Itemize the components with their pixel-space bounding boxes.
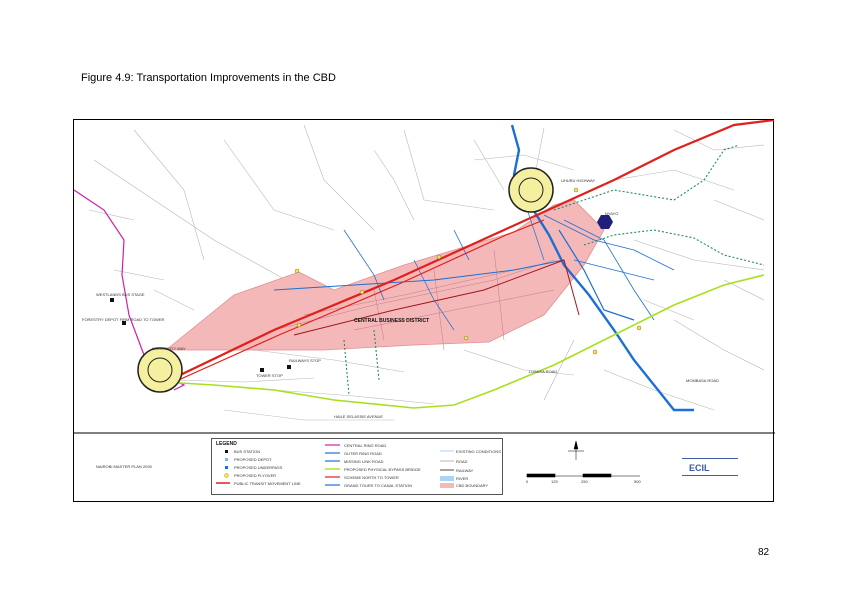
svg-text:WESTLANDS BUS STAGE: WESTLANDS BUS STAGE [96,292,145,297]
cbd-label: CENTRAL BUSINESS DISTRICT [354,318,430,324]
depot-legend-icon [225,458,228,461]
svg-text:HAILE SELASSIE AVENUE: HAILE SELASSIE AVENUE [334,414,384,419]
svg-text:LUSAKA ROAD: LUSAKA ROAD [529,369,558,374]
svg-text:PROPOSED UNDERPASS: PROPOSED UNDERPASS [234,465,283,470]
svg-text:SCHEME NORTH TO TOWER: SCHEME NORTH TO TOWER [344,475,399,480]
svg-text:OUTER RING ROAD: OUTER RING ROAD [344,451,382,456]
company-logo [682,458,738,476]
svg-text:RAILWAY: RAILWAY [456,468,474,473]
legend [211,438,503,495]
page-number: 82 [758,547,770,558]
svg-text:TOWER STOP: TOWER STOP [256,373,283,378]
svg-text:NYAYO: NYAYO [605,211,619,216]
legend-heading: LEGEND [216,441,237,447]
svg-text:BUS STATION: BUS STATION [234,449,261,454]
svg-text:UHURU HIGHWAY: UHURU HIGHWAY [561,178,596,183]
bus-station-legend-icon [225,450,228,453]
north-arrow-icon [568,441,584,460]
underpass-legend-icon [225,466,228,469]
svg-text:500: 500 [634,479,641,484]
svg-text:ROAD: ROAD [456,459,468,464]
plan-caption: NAIROBI MASTER PLAN 2030 [96,464,152,469]
svg-text:GRAND TOURS TO CANAL STATION: GRAND TOURS TO CANAL STATION [344,483,413,488]
flyover-marker-1 [509,168,553,212]
svg-text:EXISTING CONDITIONS: EXISTING CONDITIONS [456,449,501,454]
svg-text:RIVER: RIVER [456,476,469,481]
svg-text:CENTRAL RING ROAD: CENTRAL RING ROAD [344,443,387,448]
svg-text:250: 250 [581,479,588,484]
figure-title: Figure 4.9: Transportation Improvements in the CBD [81,72,336,84]
svg-text:CBD BOUNDARY: CBD BOUNDARY [456,483,489,488]
svg-text:MISSING LINK ROAD: MISSING LINK ROAD [344,459,384,464]
svg-text:FORESTRY DEPOT FIRM ROAD TO TO: FORESTRY DEPOT FIRM ROAD TO TOWER [82,317,165,322]
svg-text:125: 125 [551,479,558,484]
legend-col1 [216,449,301,486]
scale-bar [527,474,640,477]
legend-col2 [325,443,421,488]
svg-text:0: 0 [526,479,529,484]
scale-ticks [526,479,641,484]
svg-text:PROPOSED FLYOVER: PROPOSED FLYOVER [234,473,277,478]
legend-col3 [440,449,501,488]
svg-text:PROPOSED DEPOT: PROPOSED DEPOT [234,457,272,462]
svg-text:RAILWAYS STOP: RAILWAYS STOP [289,358,321,363]
flyover-legend-icon [225,474,229,478]
svg-text:UNIVERSITY WAY: UNIVERSITY WAY [152,346,186,351]
flyover-marker-2 [138,348,182,392]
svg-text:MOMBASA ROAD: MOMBASA ROAD [686,378,719,383]
svg-text:PROPOSED PHYSICAL BYPASS BRIDG: PROPOSED PHYSICAL BYPASS BRIDGE [344,467,421,472]
svg-text:PUBLIC TRANSIT MOVEMENT LINE: PUBLIC TRANSIT MOVEMENT LINE [234,481,301,486]
svg-text:ECIL: ECIL [689,463,710,473]
